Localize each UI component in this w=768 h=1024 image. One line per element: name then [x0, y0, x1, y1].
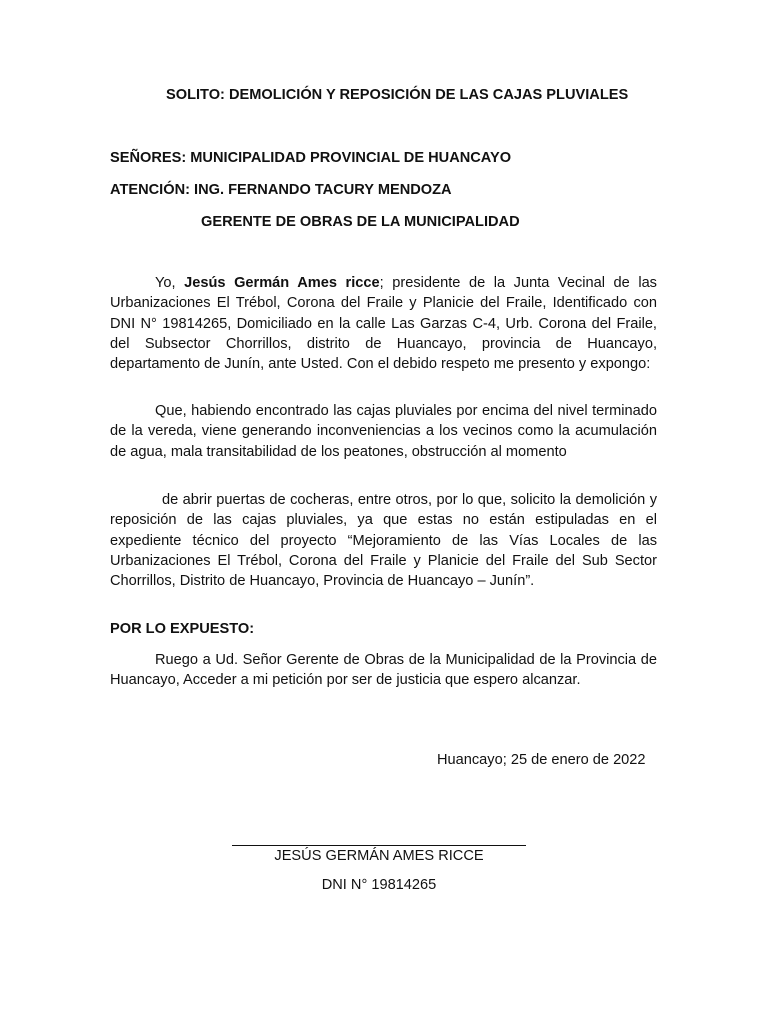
request-text: de abrir puertas de cocheras, entre otros, por lo que, solicito la demolición y reposición de las cajas pluviales, ya que estas no están estipuladas en el expediente técnico del proyecto “Mejoramiento de las Vías Locales de las Urbanizaciones El Trébol, Corona del Fraile y Planicie del Fraile del Sub Sector Chorrillos, Distrito de Huancayo, Provincia de Huancayo – Junín”. — [110, 492, 657, 590]
addressee-line: SEÑORES: MUNICIPALIDAD PROVINCIAL DE HUANCAYO — [110, 150, 512, 166]
intro-paragraph — [110, 273, 657, 374]
attention-line: ATENCIÓN: ING. FERNANDO TACURY MENDOZA — [110, 182, 452, 198]
section-heading: POR LO EXPUESTO: — [110, 621, 255, 637]
reason-paragraph — [110, 401, 657, 462]
subject-line: SOLITO: DEMOLICIÓN Y REPOSICIÓN DE LAS CAJAS PLUVIALES — [166, 87, 629, 103]
intro-pre: Yo, — [155, 275, 185, 291]
intro-body: ; presidente de la Junta Vecinal de las Urbanizaciones El Trébol, Corona del Fraile y Planicie del Fraile, Identificado con DNI N° 19814265, Domiciliado en la calle Las Garzas C-4, Urb. Corona del Fraile, del Subsector Chorrillos, distrito de Huancayo, provincia de Huancayo, departamento de Junín, ante Usted. Con el debido respeto me presento y expongo: — [110, 275, 657, 373]
signer-name: JESÚS GERMÁN AMES RICCE — [274, 848, 484, 864]
request-paragraph — [110, 490, 657, 591]
petition-paragraph — [110, 650, 657, 691]
petition-text: Ruego a Ud. Señor Gerente de Obras de la Municipalidad de la Provincia de Huancayo, Acceder a mi petición por ser de justicia que espero alcanzar. — [110, 652, 657, 689]
applicant-name: Jesús Germán Ames ricce — [184, 275, 380, 291]
addressee-title: GERENTE DE OBRAS DE LA MUNICIPALIDAD — [201, 214, 520, 230]
date-line: Huancayo; 25 de enero de 2022 — [437, 752, 646, 768]
reason-text: Que, habiendo encontrado las cajas pluviales por encima del nivel terminado de la vereda, viene generando inconveniencias a los vecinos como la acumulación de agua, mala transitabilidad de los peatones, obstrucción al momento — [110, 403, 657, 460]
signer-dni: DNI N° 19814265 — [321, 877, 437, 893]
